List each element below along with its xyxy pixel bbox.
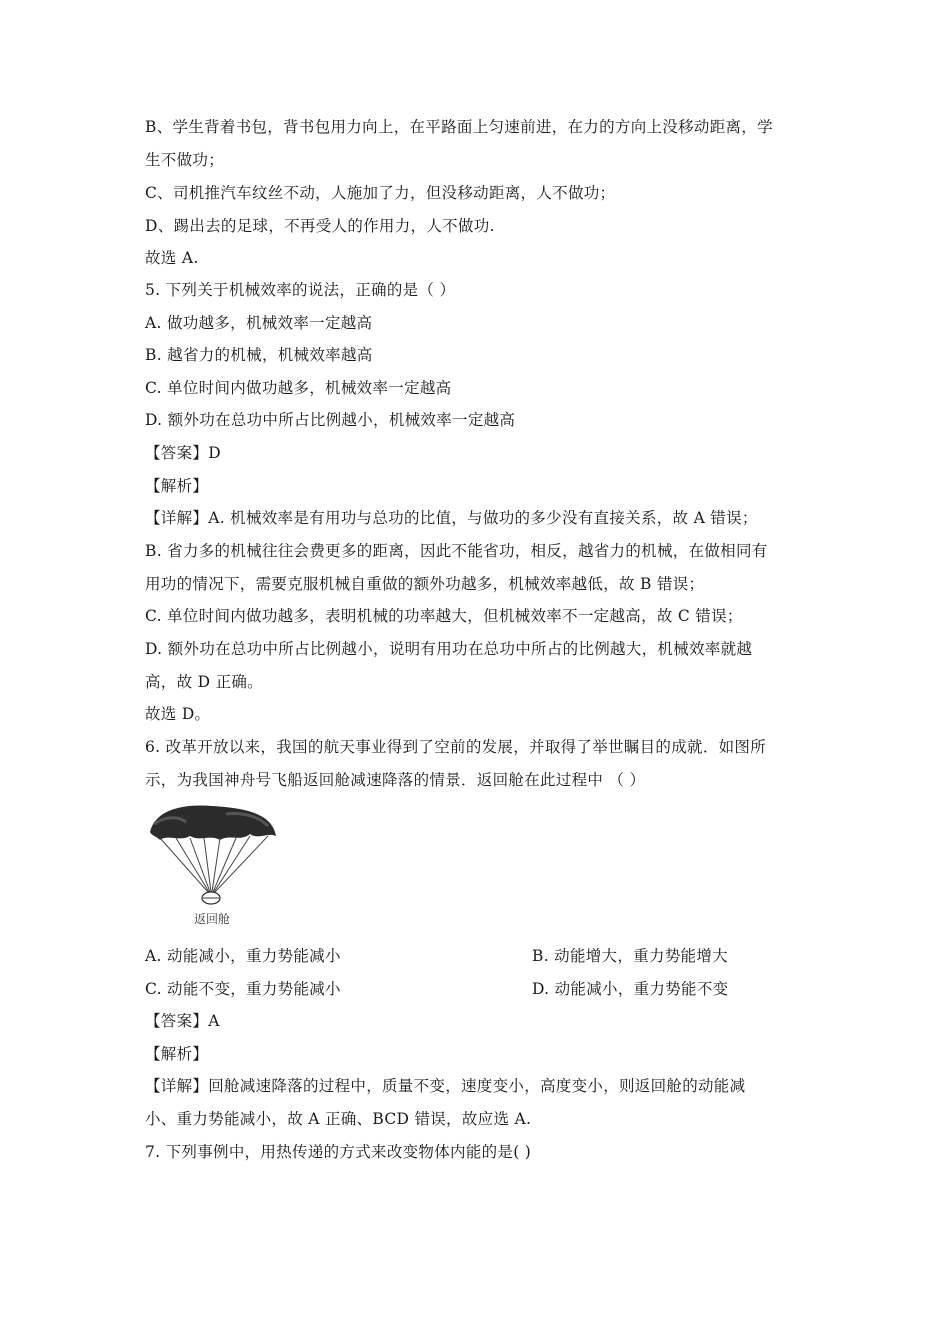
detail-text: 【详解】回舱减速降落的过程中，质量不变，速度变小，高度变小，则返回舱的动能减 [145,1077,746,1095]
text-line: 故选 A. [145,249,199,267]
detail-text: D. 额外功在总功中所占比例越小，说明有用功在总功中所占的比例越大，机械效率就越 [145,640,753,658]
question-7: 7. 下列事例中，用热传递的方式来改变物体内能的是( ) [145,1143,532,1161]
detail-text: C. 单位时间内做功越多，表明机械的功率越大，但机械效率不一定越高，故 C 错误； [145,607,743,625]
option-c: C. 单位时间内做功越多，机械效率一定越高 [145,379,452,397]
question-6: 6. 改革开放以来，我国的航天事业得到了空前的发展，并取得了举世瞩目的成就．如图所 [145,738,767,756]
question-5: 5. 下列关于机械效率的说法，正确的是（ ） [145,281,456,299]
option-a: A. 做功越多，机械效率一定越高 [145,314,373,332]
option-c: C. 动能不变，重力势能减小 [145,980,341,998]
figure-caption: 返回舱 [194,912,231,926]
text-line: D、踢出去的足球，不再受人的作用力，人不做功. [145,217,495,235]
selection-text: 故选 D。 [145,705,211,723]
text-line: C、司机推汽车纹丝不动，人施加了力，但没移动距离，人不做功； [145,184,616,202]
detail-text: B. 省力多的机械往往会费更多的距离，因此不能省功，相反，越省力的机械，在做相同有 [145,542,768,560]
option-b: B. 越省力的机械，机械效率越高 [145,346,373,364]
question-6: 示，为我国神舟号飞船返回舱减速降落的情景．返回舱在此过程中 （ ） [145,771,646,789]
answer-label: 【答案】D [145,444,221,462]
option-a: A. 动能减小，重力势能减小 [145,947,341,965]
detail-text: 用功的情况下，需要克服机械自重做的额外功越多，机械效率越低，故 B 错误； [145,575,705,593]
answer-label: 【答案】A [145,1012,220,1030]
detail-text: 【详解】A. 机械效率是有用功与总功的比值，与做功的多少没有直接关系，故 A 错误； [145,509,758,527]
option-d: D. 额外功在总功中所占比例越小，机械效率一定越高 [145,411,516,429]
option-d: D. 动能减小，重力势能不变 [532,980,729,998]
detail-text: 高，故 D 正确。 [145,673,263,691]
parachute-figure [146,802,280,930]
analysis-label: 【解析】 [145,477,209,495]
detail-text: 小、重力势能减小，故 A 正确、BCD 错误，故应选 A. [145,1110,532,1128]
text-line: B、学生背着书包，背书包用力向上，在平路面上匀速前进，在力的方向上没移动距离，学 [145,118,773,136]
analysis-label: 【解析】 [145,1045,209,1063]
text-line: 生不做功； [145,151,225,169]
option-b: B. 动能增大，重力势能增大 [532,947,728,965]
